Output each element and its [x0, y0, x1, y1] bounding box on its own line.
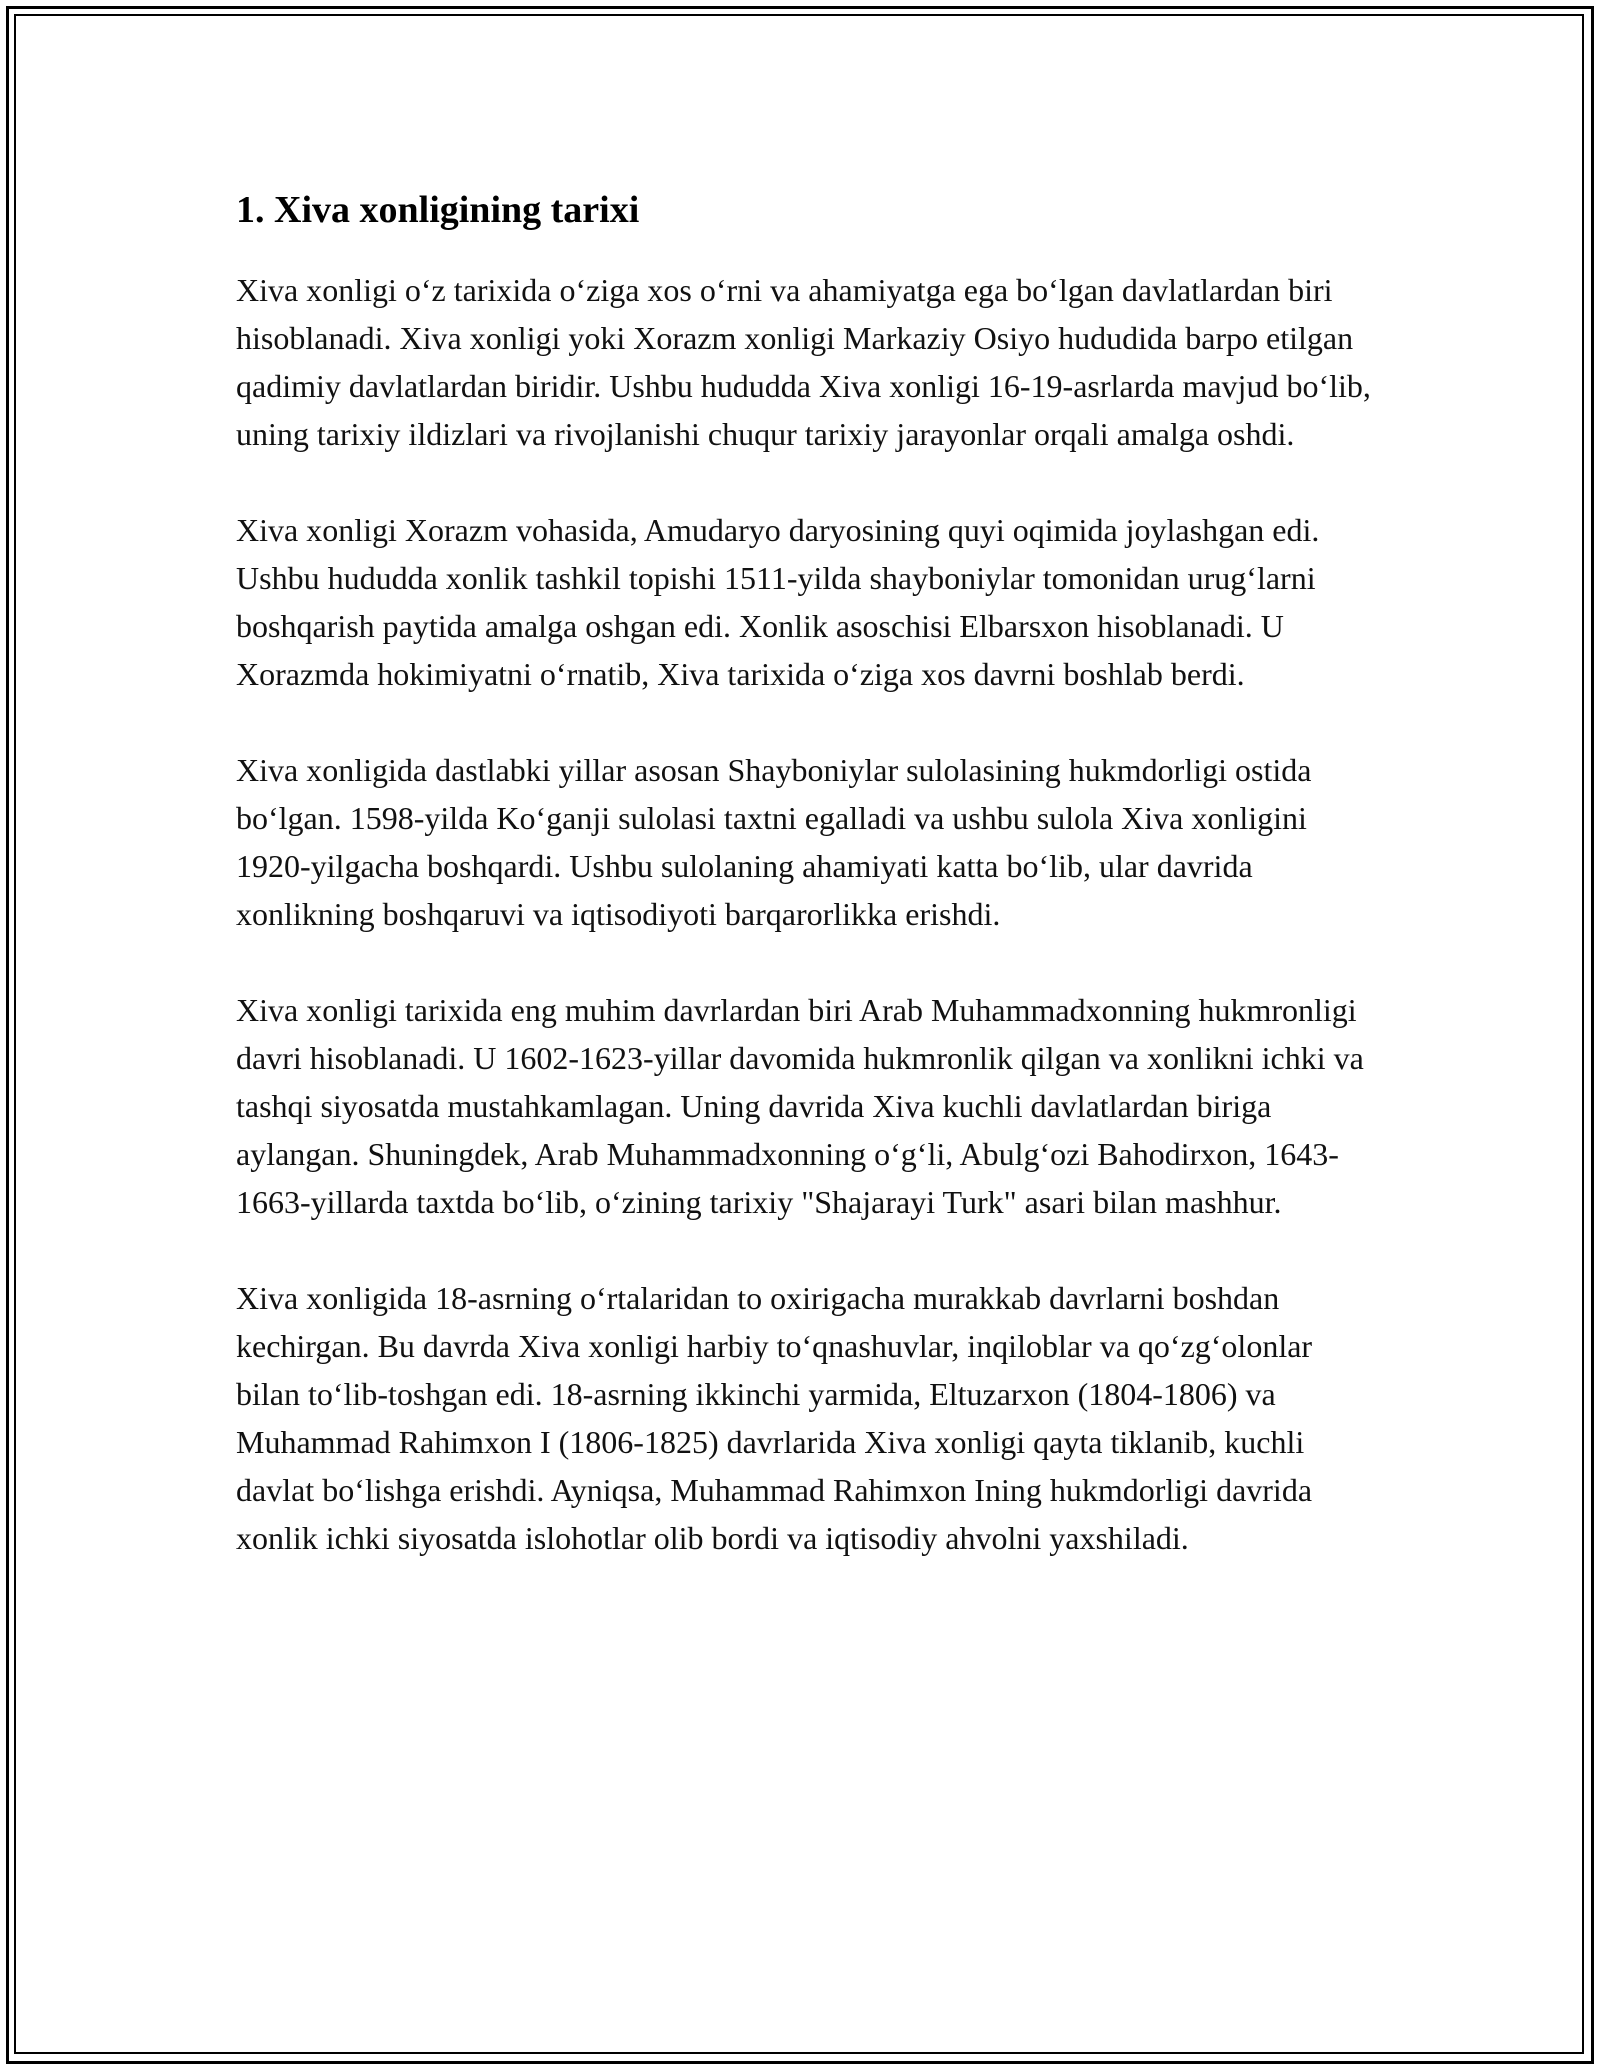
paragraph-4: Xiva xonligi tarixida eng muhim davrlardan biri Arab Muhammadxonning hukmronligi davri hisoblanadi. U 1602-1623-yillar davomida hukmronlik qilgan va xonlikni ichki va tashqi siyosatda mustahkamlagan. Uning davrida Xiva kuchli davlatlardan biriga aylangan. Shuningdek, Arab Muhammadxonning o‘g‘li, Abulg‘ozi Bahodirxon, 1643-1663-yillarda taxtda bo‘lib, o‘zining tarixiy "Shajarayi Turk" asari bilan mashhur. [236, 992, 1364, 1220]
paragraph-5: Xiva xonligida 18-asrning o‘rtalaridan to oxirigacha murakkab davrlarni boshdan kechirgan. Bu davrda Xiva xonligi harbiy to‘qnashuvlar, inqiloblar va qo‘zg‘olonlar bilan to‘lib-toshgan edi. 18-asrning ikkinchi yarmida, Eltuzarxon (1804-1806) va Muhammad Rahimxon I (1806-1825) davrlarida Xiva xonligi qayta tiklanib, kuchli davlat bo‘lishga erishdi. Ayniqsa, Muhammad Rahimxon Ining hukmdorligi davrida xonlik ichki siyosatda islohotlar olib bordi va iqtisodiy ahvolni yaxshiladi. [236, 1280, 1313, 1556]
section-heading: 1. Xiva xonligining tarixi [236, 189, 640, 231]
paragraph-3: Xiva xonligida dastlabki yillar asosan Shayboniylar sulolasining hukmdorligi ostida bo‘lgan. 1598-yilda Ko‘ganji sulolasi taxtni egalladi va ushbu sulola Xiva xonligini 1920-yilgacha boshqardi. Ushbu sulolaning ahamiyati katta bo‘lib, ular davrida xonlikning boshqaruvi va iqtisodiyoti barqarorlikka erishdi. [236, 752, 1312, 932]
document-body [236, 186, 1376, 1610]
paragraph-2: Xiva xonligi Xorazm vohasida, Amudaryo daryosining quyi oqimida joylashgan edi. Ushbu hududda xonlik tashkil topishi 1511-yilda shayboniylar tomonidan urug‘larni boshqarish paytida amalga oshgan edi. Xonlik asoschisi Elbarsxon hisoblanadi. U Xorazmda hokimiyatni o‘rnatib, Xiva tarixida o‘ziga xos davrni boshlab berdi. [236, 512, 1320, 692]
paragraph-1: Xiva xonligi o‘z tarixida o‘ziga xos o‘rni va ahamiyatga ega bo‘lgan davlatlardan biri hisoblanadi. Xiva xonligi yoki Xorazm xonligi Markaziy Osiyo hududida barpo etilgan qadimiy davlatlardan biridir. Ushbu hududda Xiva xonligi 16-19-asrlarda mavjud bo‘lib, uning tarixiy ildizlari va rivojlanishi chuqur tarixiy jarayonlar orqali amalga oshdi. [236, 272, 1371, 452]
